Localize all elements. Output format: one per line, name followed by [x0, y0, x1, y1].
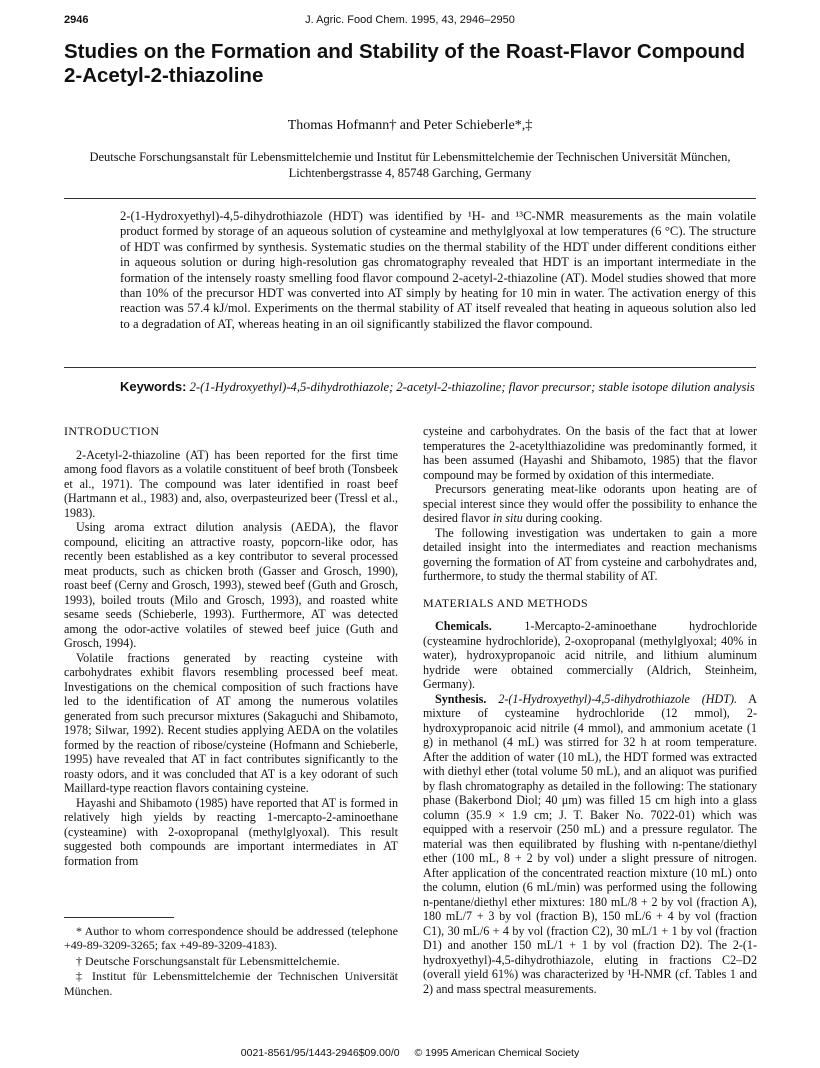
section-heading-introduction: INTRODUCTION: [64, 424, 160, 438]
intro-continuation: cysteine and carbohydrates. On the basis of the fact that at lower temperatures the 2-acetylthiazolidine was predominantly formed, it has been assumed (Hayashi and Shibamoto, 1985) that the flavor compound may be formed by oxidation of this intermediate.: [423, 424, 757, 482]
synthesis-paragraph: [423, 692, 757, 997]
intro-paragraph-2: Using aroma extract dilution analysis (AEDA), the flavor compound, eliciting an attractive roasty, popcorn-like odor, has recently been established as a key contributor to several processed meat products, such as chicken broth (Gasser and Grosch, 1990), roast beef (Cerny and Grosch, 1993), stewed beef (Guth and Grosch, 1993), boiled trouts (Milo and Grosch, 1993), and roasted white sesame seeds (Schieberle, 1993). Furthermore, AT was detected among the odor-active volatiles of stewed beef juice (Guth and Grosch, 1994).: [64, 520, 398, 650]
article-code: 0021-8561/95/1443-2946$09.00/0: [240, 1047, 400, 1059]
intro-paragraph-4: Hayashi and Shibamoto (1985) have reported that AT is formed in relatively high yields by reacting 1-mercapto-2-aminoethane (cysteamine) with 2-oxopropanal (methylglyoxal). This result suggested both compounds are important intermediates in AT formation from: [64, 795, 398, 868]
copyright: © 1995 American Chemical Society: [414, 1047, 580, 1059]
keywords: [120, 379, 756, 395]
footnote-rule: [64, 917, 174, 918]
footnotes: [64, 924, 398, 999]
page-number: 2946: [64, 14, 89, 26]
journal-citation: J. Agric. Food Chem. 1995, 43, 2946–2950: [305, 14, 515, 26]
chemicals-label: Chemicals.: [435, 619, 492, 633]
p5-text-b: during cooking.: [522, 511, 603, 525]
article-title: Studies on the Formation and Stability of the Roast-Flavor Compound 2-Acetyl-2-thiazoline: [64, 40, 746, 87]
section-heading-methods: MATERIALS AND METHODS: [423, 595, 589, 610]
abstract: 2-(1-Hydroxyethyl)-4,5-dihydrothiazole (HDT) was identified by ¹H- and ¹³C-NMR measurements as the main volatile product formed by storage of an aqueous solution of cysteamine and methylglyoxal at low temperatures (6 °C). The structure of HDT was confirmed by synthesis. Systematic studies on the thermal stability of the HDT under different conditions either in aqueous solution or during high-resolution gas chromatography revealed that HDT is an important intermediate in the formation of the intensely roasty smelling food flavor compound 2-acetyl-2-thiazoline (AT). Model studies showed that more than 10% of the precursor HDT was converted into AT simply by heating for 10 min in water. The activation energy of this reaction was 57.4 kJ/mol. Experiments on the thermal stability of AT itself revealed that heating in aqueous solution also led to a degradation of AT, whereas heating in an oil significantly stabilized the flavor compound.: [120, 209, 756, 331]
synthesis-compound: 2-(1-Hydroxyethyl)-4,5-dihydrothiazole (HDT).: [486, 691, 738, 706]
abstract-top-rule: [64, 198, 756, 199]
chemicals-text: 1-Mercapto-2-aminoethane hydrochloride (cysteamine hydrochloride), 2-oxopropanal (methylglyoxal; 40% in water), hydroxypropanoic acid nitrile, and lithium aluminum hydride were obtained commercially (Aldrich, Steinheim, Germany).: [423, 619, 757, 691]
author-line: Thomas Hofmann† and Peter Schieberle*,‡: [287, 118, 533, 133]
affiliation: Deutsche Forschungsanstalt für Lebensmittelchemie und Institut für Lebensmittelchemie der Technischen Universität München, Lichtenbergstrasse 4, 85748 Garching, Germany: [89, 150, 731, 180]
intro-paragraph-5: [423, 482, 757, 526]
p5-text-a: Precursors generating meat-like odorants upon heating are of special interest since they would offer the possibility to enhance the desired flavor: [423, 482, 757, 525]
intro-paragraph-3: Volatile fractions generated by reacting cysteine with carbohydrates exhibit flavors resembling processed beef meat. Investigations on the chemical composition of such fractions have led to the identification of AT among the numerous volatiles generated from such precursor mixtures (Sakaguchi and Shibamoto, 1978; Silwar, 1992). Recent studies applying AEDA on the volatiles formed by the reaction of ribose/cysteine (Hofmann and Schieberle, 1995) have revealed that AT in fact contributes significantly to the roasty odors, and it was concluded that AT is a key odorant of such Maillard-type reaction flavors containing cysteine.: [64, 650, 398, 795]
bottom-line: [64, 1047, 756, 1059]
intro-paragraph-6: The following investigation was undertaken to gain a more detailed insight into the intermediates and reaction mechanisms governing the formation of AT from cysteine and carbohydrates and, furthermore, to study the thermal stability of AT.: [423, 525, 757, 583]
running-head: [64, 14, 756, 32]
footnote-dagger: † Deutsche Forschungsanstalt für Lebensmittelchemie.: [76, 953, 340, 968]
p5-italic: in situ: [492, 511, 523, 525]
footnote-double-dagger: ‡ Institut für Lebensmittelchemie der Technischen Universität München.: [64, 969, 398, 998]
keywords-text: 2-(1-Hydroxyethyl)-4,5-dihydrothiazole; 2-acetyl-2-thiazoline; flavor precursor; stable isotope dilution analysis: [189, 380, 755, 394]
abstract-bottom-rule: [64, 367, 756, 368]
left-column: [64, 424, 398, 868]
synthesis-text: A mixture of cysteamine hydrochloride (12 mmol), 2-hydroxypropanoic acid nitrile (4 mmol), and ammonium acetate (1 g) in methanol (4 mL) was stirred for 32 h at room temperature. After the addition of water (10 mL), the HDT formed was extracted with diethyl ether (total volume 50 mL), and an aliquot was purified by flash chromatography as detailed in the following: The stationary phase (Bakerbond Diol; 40 μm) was filled 15 cm high into a glass column (35.9 × 1.9 cm; J. T. Baker No. 7022-01) which was equipped with a reservoir (250 mL) and a pressure regulator. The material was then equilibrated by flushing with n-pentane/diethyl ether (100 mL, 8 + 2 by vol) under a slight pressure of nitrogen. After application of the concentrated reaction mixture (10 mL) onto the column, elution (6 mL/min) was performed using the following n-pentane/diethyl ether mixtures: 180 mL/8 + 2 by vol (fraction A), 180 mL/7 + 3 by vol (fraction B), 150 mL/6 + 4 by vol (fraction C1), 30 mL/6 + 4 by vol (fraction C2), 30 mL/1 + 1 by vol (fraction D1) and another 150 mL/1 + 1 by vol (fraction D2). The 2-(1-hydroxyethyl)-4,5-dihydrothiazole, eluting in fractions C2–D2 (overall yield 61%) was characterized by ¹H-NMR (cf. Tables 1 and 2) and mass spectral measurements.: [423, 691, 757, 996]
intro-paragraph-1: 2-Acetyl-2-thiazoline (AT) has been reported for the first time among food flavors as a volatile constituent of beef broth (Tonsbeek et al., 1971). The compound was later identified in roast beef (Hartmann et al., 1983) and, also, overpasteurized beer (Tressl et al., 1983).: [64, 447, 398, 520]
footnote-correspondence: * Author to whom correspondence should be addressed (telephone +49-89-3209-3265; fax +49-89-3209-4183).: [64, 924, 398, 953]
keywords-label: Keywords:: [120, 379, 187, 394]
synthesis-label: Synthesis.: [435, 691, 487, 706]
chemicals-paragraph: [423, 619, 757, 692]
right-column: [423, 424, 757, 996]
